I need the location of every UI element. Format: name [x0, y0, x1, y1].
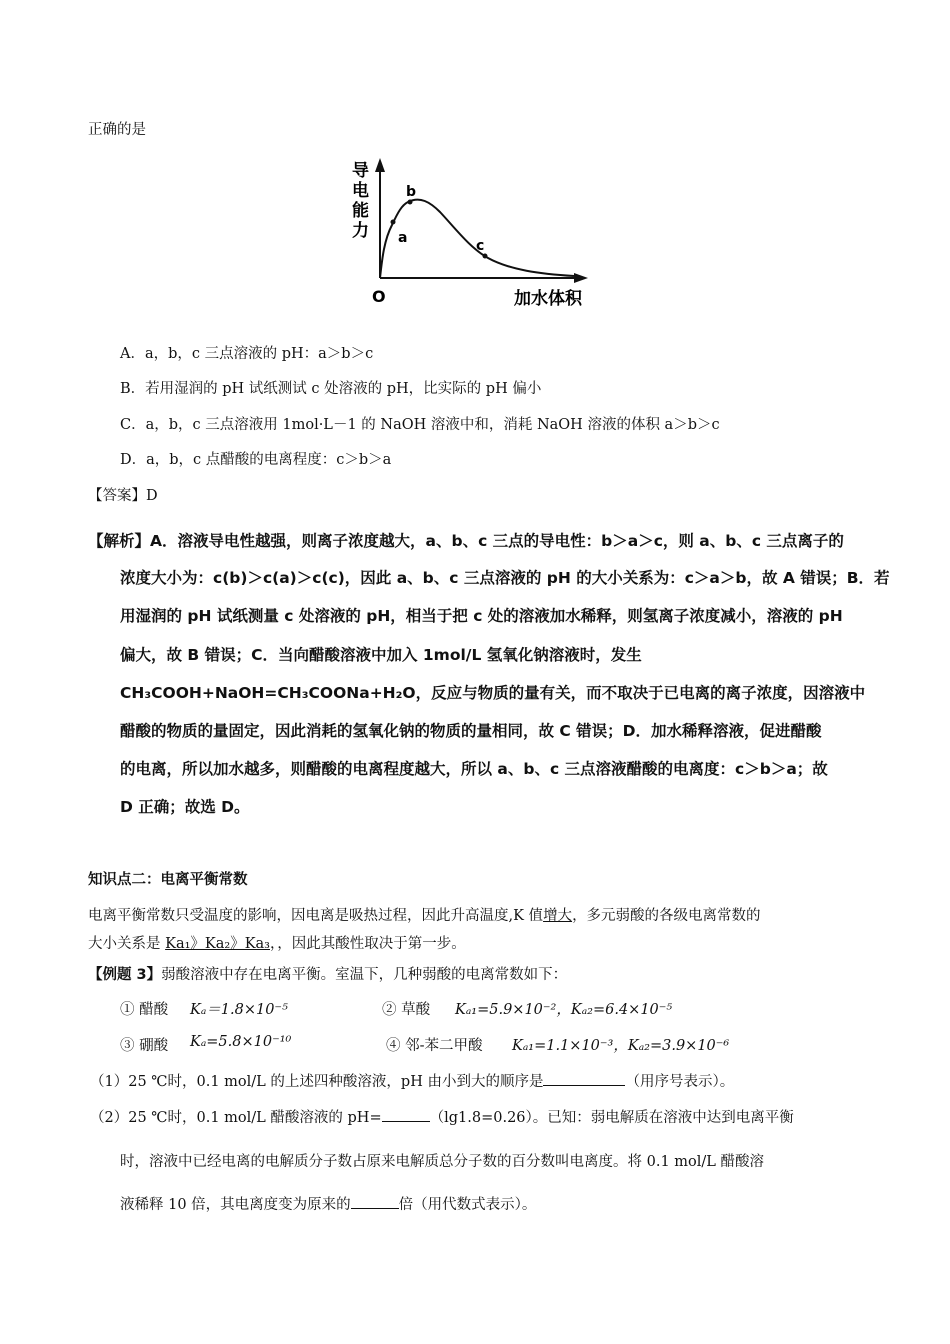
example3-text: 弱酸溶液中存在电离平衡。室温下，几种弱酸的电离常数如下： [161, 967, 568, 983]
q1-blank [543, 1071, 625, 1086]
analysis-line-3: 用湿润的 pH 试纸测量 c 处溶液的 pH，相当于把 c 处的溶液加水稀释，则氢离子浓度减小，溶液的 pH [120, 607, 843, 625]
option-c: C．a，b，c 三点溶液用 1mol·L－1 的 NaOH 溶液中和，消耗 NaOH 溶液的体积 a＞b＞c [120, 417, 720, 433]
option-d: D．a，b，c 点醋酸的电离程度：c＞b＞a [120, 452, 392, 468]
origin-label: O [372, 287, 386, 306]
p2-post: ，，因此其酸性取决于第一步。 [269, 936, 466, 952]
acid-4-constant: Kₐ₁=1.1×10⁻³，Kₐ₂=3.9×10⁻⁶ [512, 1038, 730, 1054]
p2-ka-relation: Ka₁》Ka₂》Ka₃ [165, 936, 270, 952]
y-axis-arrow [375, 158, 385, 172]
analysis-line-4: 偏大，故 B 错误；C．当向醋酸溶液中加入 1mol/L 氢氧化钠溶液时，发生 [120, 646, 642, 664]
q1-post: （用序号表示）。 [625, 1074, 735, 1090]
q2-pre: （2）25 ℃时，0.1 mol/L 醋酸溶液的 pH= [90, 1110, 382, 1126]
q2-blank-ratio [351, 1194, 399, 1209]
section-paragraph-2 [88, 932, 466, 953]
section-title: 知识点二：电离平衡常数 [88, 872, 248, 888]
p1-post: ，多元弱酸的各级电离常数的 [572, 908, 761, 924]
example3-label: 【例题 3】 [88, 967, 162, 983]
q2-line3-post: 倍（用代数式表示）。 [398, 1197, 537, 1213]
q2-blank-ph [382, 1107, 430, 1122]
analysis-label: 【解析】 [88, 532, 151, 550]
point-b-label: b [406, 184, 417, 200]
y-label-1: 导 [352, 161, 369, 181]
q2-line3-pre: 液稀释 10 倍，其电离度变为原来的 [120, 1197, 351, 1213]
point-a-label: a [398, 230, 408, 246]
acid-1-name: ① 醋酸 [120, 1002, 169, 1018]
option-a: A．a，b，c 三点溶液的 pH：a＞b＞c [120, 346, 374, 362]
question-2-line-3 [120, 1193, 536, 1214]
point-c-label: c [476, 238, 485, 254]
conductivity-figure [330, 150, 600, 310]
analysis-line-5: CH₃COOH+NaOH=CH₃COONa+H₂O，反应与物质的量有关，而不取决于已电离的离子浓度，因溶液中 [120, 684, 866, 702]
p2-pre: 大小关系是 [88, 936, 166, 952]
acid-2-name: ② 草酸 [382, 1002, 431, 1018]
point-b-marker [408, 200, 413, 205]
option-b: B．若用湿润的 pH 试纸测试 c 处溶液的 pH，比实际的 pH 偏小 [120, 381, 542, 397]
question-2-line-2: 时，溶液中已经电离的电解质分子数占原来电解质总分子数的百分数叫电离度。将 0.1 mol/L 醋酸溶 [120, 1154, 765, 1170]
analysis-line-1 [88, 529, 844, 551]
acid-1-constant: Kₐ＝1.8×10⁻⁵ [190, 1002, 288, 1018]
point-c-marker [483, 254, 488, 259]
analysis-line-8: D 正确；故选 D。 [120, 798, 250, 816]
example3-header [88, 963, 567, 984]
y-label-2: 电 [352, 181, 369, 201]
analysis-line-7: 的电离，所以加水越多，则醋酸的电离程度越大，所以 a、b、c 三点溶液醋酸的电离度：c＞b＞a；故 [120, 760, 828, 778]
p1-underlined: 增大 [543, 908, 573, 924]
answer-line: 【答案】D [88, 488, 158, 504]
section-paragraph-1 [88, 904, 761, 925]
y-label-4: 力 [352, 221, 369, 241]
question-2-line-1 [90, 1106, 794, 1127]
acid-4-name: ④ 邻-苯二甲酸 [386, 1038, 483, 1054]
analysis-line-6: 醋酸的物质的量固定，因此消耗的氢氧化钠的物质的量相同，故 C 错误；D．加水稀释溶液，促进醋酸 [120, 722, 822, 740]
acid-2-constant: Kₐ₁=5.9×10⁻²，Kₐ₂=6.4×10⁻⁵ [455, 1002, 673, 1018]
acid-3-name: ③ 硼酸 [120, 1038, 169, 1054]
conductivity-chart-svg [330, 150, 600, 310]
analysis-text-1: A．溶液导电性越强，则离子浓度越大，a、b、c 三点的导电性：b＞a＞c，则 a、b、c 三点离子的 [150, 532, 844, 550]
analysis-line-2: 浓度大小为：c(b)＞c(a)＞c(c)，因此 a、b、c 三点溶液的 pH 的大小关系为：c＞a＞b，故 A 错误；B．若 [120, 569, 890, 587]
acid-3-constant: Kₐ=5.8×10⁻¹⁰ [190, 1034, 292, 1050]
question-1 [90, 1070, 734, 1091]
p1-pre: 电离平衡常数只受温度的影响，因电离是吸热过程，因此升高温度,K 值 [88, 908, 544, 924]
q1-pre: （1）25 ℃时，0.1 mol/L 的上述四种酸溶液，pH 由小到大的顺序是 [90, 1074, 544, 1090]
y-label-3: 能 [352, 201, 369, 221]
x-axis-arrow [574, 273, 588, 283]
x-axis-label: 加水体积 [514, 289, 582, 309]
point-a-marker [391, 220, 396, 225]
q2-post: （lg1.8=0.26）。已知：弱电解质在溶液中达到电离平衡 [429, 1110, 794, 1126]
intro-text: 正确的是 [88, 122, 146, 138]
